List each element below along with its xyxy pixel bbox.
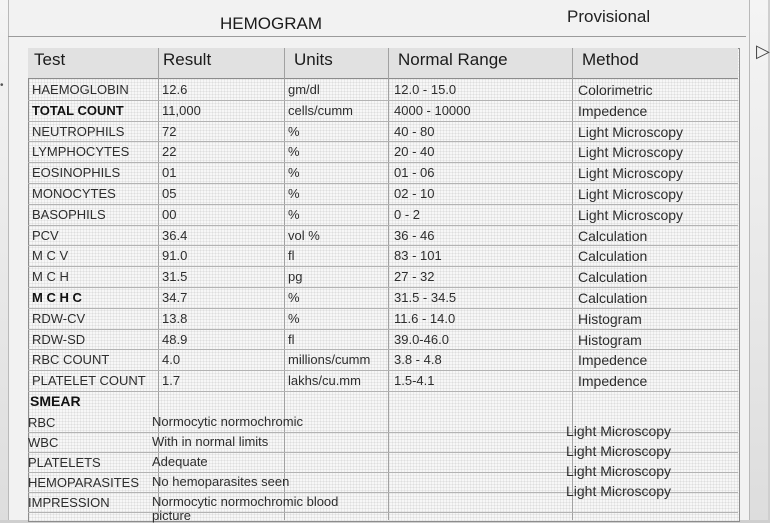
smear-label: HEMOPARASITES — [28, 475, 140, 490]
method-cell: Calculation — [578, 227, 648, 244]
column-header-units: Units — [294, 50, 333, 69]
method-cell: Calculation — [578, 248, 648, 265]
smear-value: With in normal limits — [152, 434, 269, 449]
units-cell: % — [288, 144, 300, 160]
range-cell: 01 - 06 — [394, 165, 435, 181]
range-cell: 12.0 - 15.0 — [394, 82, 457, 97]
method-cell: Calculation — [578, 269, 648, 286]
smear-value: Adequate — [152, 454, 208, 469]
column-divider — [284, 48, 285, 520]
range-cell: 11.6 - 14.0 — [394, 310, 456, 326]
range-cell: 1.5-4.1 — [394, 373, 435, 389]
smear-method: Light Microscopy — [566, 483, 672, 499]
row-divider — [28, 162, 738, 163]
test-cell: PLATELET COUNT — [32, 373, 146, 389]
result-cell: 31.5 — [162, 269, 188, 285]
test-cell: LYMPHOCYTES — [32, 144, 130, 160]
test-cell: EOSINOPHILS — [32, 165, 121, 181]
row-divider — [28, 308, 738, 309]
test-cell: RDW-CV — [32, 310, 86, 326]
result-cell: 22 — [162, 144, 177, 160]
units-cell: % — [288, 290, 300, 305]
report-title: HEMOGRAM — [220, 14, 322, 33]
result-cell: 13.8 — [162, 310, 188, 326]
range-cell: 3.8 - 4.8 — [394, 352, 442, 368]
method-cell: Light Microscopy — [578, 186, 684, 202]
method-cell: Colorimetric — [578, 82, 653, 98]
test-cell: PCV — [32, 227, 59, 243]
row-divider — [28, 329, 738, 330]
column-header-normal-range: Normal Range — [398, 50, 508, 69]
test-cell: M C H C — [32, 290, 82, 305]
row-divider — [28, 225, 738, 226]
left-edge-mark: • — [0, 80, 4, 91]
column-divider — [158, 48, 159, 520]
smear-label: PLATELETS — [28, 455, 101, 470]
units-cell: % — [288, 123, 300, 139]
row-divider — [28, 287, 738, 288]
range-cell: 83 - 101 — [394, 248, 442, 264]
row-divider — [28, 245, 738, 246]
result-cell: 05 — [162, 186, 177, 201]
row-divider — [28, 370, 738, 371]
column-header-method: Method — [582, 50, 639, 69]
method-cell: Impedence — [578, 102, 648, 119]
smear-value: Normocytic normochromic — [152, 414, 303, 429]
smear-label: RBC — [28, 415, 56, 430]
units-cell: % — [288, 206, 300, 222]
range-cell: 20 - 40 — [394, 144, 435, 160]
units-cell: gm/dl — [288, 82, 320, 97]
method-cell: Light Microscopy — [578, 144, 684, 161]
test-cell: M C V — [32, 248, 69, 264]
test-cell: BASOPHILS — [32, 206, 106, 222]
test-cell: NEUTROPHILS — [32, 123, 125, 139]
row-divider — [28, 349, 738, 350]
row-divider — [28, 512, 738, 513]
test-cell: MONOCYTES — [32, 186, 116, 201]
units-cell: cells/cumm — [288, 102, 354, 118]
range-cell: 27 - 32 — [394, 269, 435, 285]
range-cell: 36 - 46 — [394, 227, 435, 243]
method-cell: Light Microscopy — [578, 165, 684, 182]
units-cell: fl — [288, 331, 295, 347]
smear-method: Light Microscopy — [566, 443, 672, 459]
test-cell: RBC COUNT — [32, 352, 110, 368]
range-cell: 02 - 10 — [394, 186, 435, 201]
result-cell: 34.7 — [162, 290, 188, 305]
test-cell: TOTAL COUNT — [32, 102, 124, 118]
column-header-test: Test — [34, 50, 66, 69]
scroll-right-icon[interactable]: ▷ — [756, 41, 770, 61]
row-divider — [28, 121, 738, 122]
method-cell: Calculation — [578, 290, 648, 306]
smear-value: No hemoparasites seen — [152, 474, 290, 489]
report-status: Provisional — [567, 7, 651, 26]
method-cell: Impedence — [578, 373, 648, 390]
method-cell: Histogram — [578, 331, 642, 348]
column-header-result: Result — [163, 50, 212, 69]
test-cell: M C H — [32, 269, 69, 285]
range-cell: 39.0-46.0 — [394, 331, 449, 347]
smear-label: WBC — [28, 435, 59, 450]
test-cell: RDW-SD — [32, 331, 86, 347]
method-cell: Histogram — [578, 310, 642, 327]
smear-value: Normocytic normochromic blood picture — [152, 494, 339, 523]
range-cell: 31.5 - 34.5 — [394, 290, 457, 305]
result-cell: 36.4 — [162, 227, 188, 243]
result-cell: 11,000 — [162, 102, 201, 118]
units-cell: % — [288, 165, 300, 181]
method-cell: Impedence — [578, 352, 648, 369]
units-cell: pg — [288, 269, 303, 285]
method-cell: Light Microscopy — [578, 206, 684, 223]
smear-section-title: SMEAR — [30, 393, 81, 409]
units-cell: millions/cumm — [288, 352, 371, 368]
row-divider — [28, 141, 738, 142]
header-divider — [8, 36, 746, 37]
test-cell: HAEMOGLOBIN — [32, 82, 129, 97]
result-cell: 01 — [162, 165, 177, 181]
row-divider — [28, 183, 738, 184]
result-cell: 48.9 — [162, 331, 188, 347]
smear-method: Light Microscopy — [566, 423, 672, 439]
result-cell: 00 — [162, 206, 177, 222]
units-cell: vol % — [288, 227, 320, 243]
method-cell: Light Microscopy — [578, 123, 684, 140]
range-cell: 4000 - 10000 — [394, 102, 471, 118]
range-cell: 40 - 80 — [394, 123, 435, 139]
smear-method: Light Microscopy — [566, 463, 672, 479]
units-cell: % — [288, 310, 300, 326]
units-cell: % — [288, 186, 300, 201]
result-cell: 91.0 — [162, 248, 188, 264]
result-cell: 1.7 — [162, 373, 181, 389]
units-cell: lakhs/cu.mm — [288, 373, 361, 389]
result-cell: 12.6 — [162, 82, 188, 97]
smear-label: IMPRESSION — [28, 495, 110, 510]
column-divider — [388, 48, 389, 520]
row-divider — [28, 100, 738, 101]
result-cell: 72 — [162, 123, 177, 139]
row-divider — [28, 204, 738, 205]
range-cell: 0 - 2 — [394, 206, 421, 222]
result-cell: 4.0 — [162, 352, 181, 368]
row-divider — [28, 266, 738, 267]
units-cell: fl — [288, 248, 295, 264]
row-divider — [28, 391, 738, 392]
